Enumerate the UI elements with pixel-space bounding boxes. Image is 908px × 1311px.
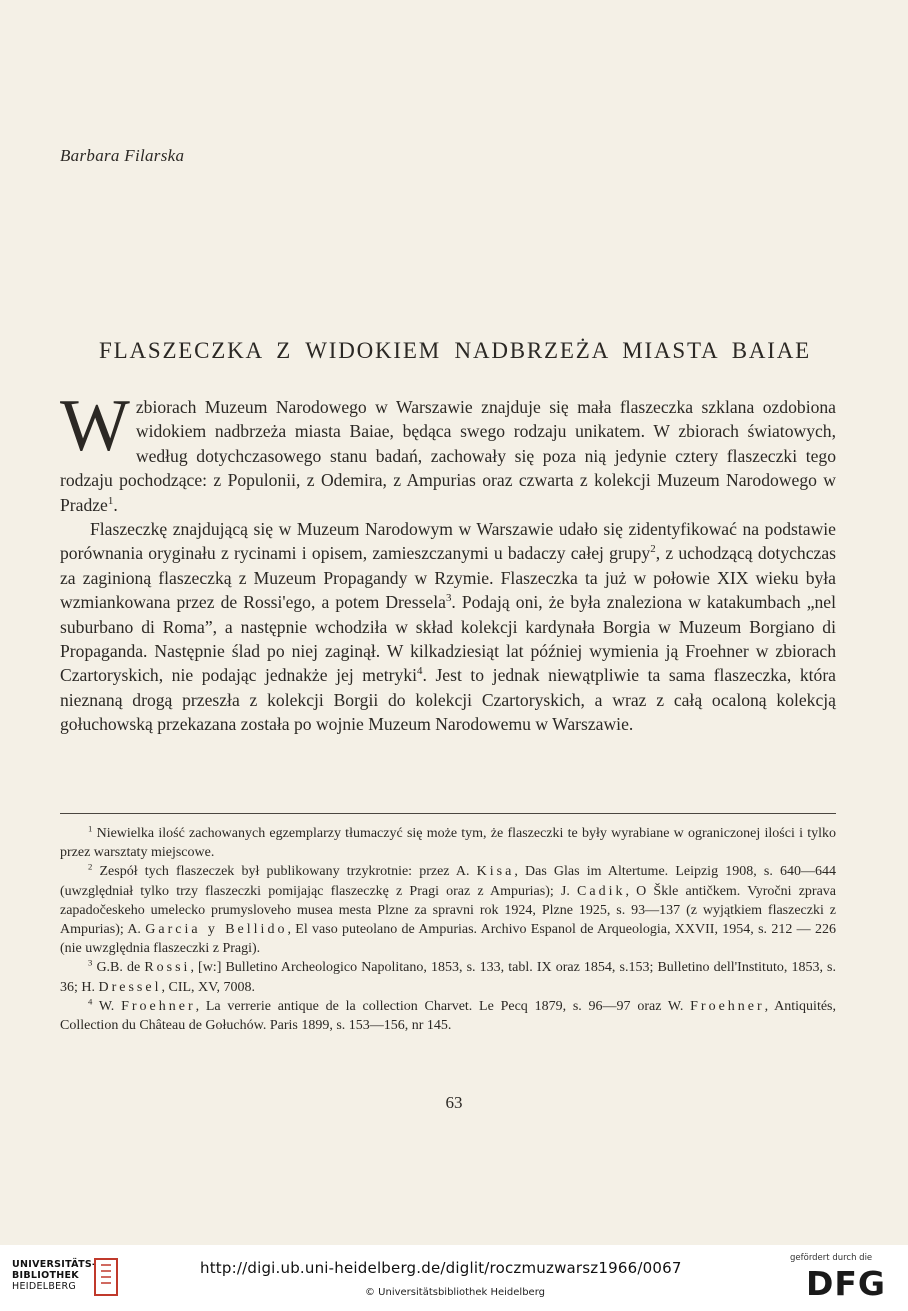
author-name: Barbara Filarska <box>60 146 185 165</box>
viewer-footer <box>0 1245 908 1311</box>
footnote-ref-3[interactable]: 3 <box>445 592 452 605</box>
paragraph-2: Flaszeczkę znajdującą się w Muzeum Narodowym w Warszawie udało się zidentyfikować na podstawie porównania oryginału z rycinami i opisem, zamieszczanymi u badaczy całej grupy$^2$, z uchodzącą dotychczas za zaginioną flaszeczką z Muzeum Propagandy w Rzymie. Flaszeczka ta już w połowie XIX wieku była wzmiankowana przez de Rossi'ego, a potem Dressela$^3$. Podają oni, że była znaleziona w katakumbach „nel suburbano di Roma”, a następnie wchodziła w skład kolekcji kardynała Borgia w Muzeum Borgiano di Propaganda. Następnie ślad po niej zaginął. W kilkadziesiąt lat później wymienia ją Froehner w zbiorach Czartoryskich, nie podając jednakże jej metryki$^4$. Jest to jednak niewątpliwie ta sama flaszeczka, która nieznaną drogą przeszła z kolekcji Borgii do kolekcji Czartoryskich, a wraz z całą ocaloną kolekcją gołuchowską przekazana została po wojnie Muzeum Narodowemu w Warszawie. <box>60 519 836 735</box>
footnote-1: $^1$ Niewielka ilość zachowanych egzemplarzy tłumaczyć się może tym, że flaszeczki te były wyrabiane w ograniczonej ilości i tylko przez warsztaty miejscowe. <box>60 823 836 861</box>
page-number: 63 <box>445 1093 463 1112</box>
footnote-divider <box>60 813 836 814</box>
paragraph-1-text: zbiorach Muzeum Narodowego w Warszawie znajduje się mała flaszeczka szklana ozdobiona widokiem nadbrzeża miasta Baiae, będąca swego rodzaju unikatem. W zbiorach światowych, według dotychczasowego stanu badań, zachowały się poza nią jedynie cztery flaszeczki tego rodzaju pochodzące: z Populonii, z Odemira, z Ampurias oraz czwarta z kolekcji Muzeum Narodowego w Pradze <box>60 397 836 515</box>
library-logo-icon <box>92 1255 122 1299</box>
dfg-logo[interactable]: DFG <box>806 1264 887 1303</box>
footnote-ref-4[interactable]: 4 <box>417 665 423 678</box>
copyright-notice: © Universitätsbibliothek Heidelberg <box>364 1287 545 1298</box>
footnote-ref-1[interactable]: 1 <box>107 494 114 507</box>
article-title: FLASZECZKA Z WIDOKIEM NADBRZEŻA MIASTA BAIAE <box>99 338 811 363</box>
drop-cap: W <box>60 385 130 467</box>
paragraph-1: W zbiorach Muzeum Narodowego w Warszawie znajduje się mała flaszeczka szklana ozdobiona widokiem nadbrzeża miasta Baiae, będąca swego rodzaju unikatem. W zbiorach światowych, według dotychczasowego stanu badań, zachowały się poza nią jedynie cztery flaszeczki tego rodzaju pochodzące: z Populonii, z Odemira, z Ampurias oraz czwarta z kolekcji Muzeum Narodowego w Pradze$^1$. <box>60 385 836 515</box>
footnotes <box>60 824 836 1035</box>
footnote-4: $^4$ W. Froehner, La verrerie antique de la collection Charvet. Le Pecq 1879, s. 96—97 oraz W. Froehner, Antiquités, Collection du Château de Gołuchów. Paris 1899, s. 153—156, nr 145. <box>60 996 836 1034</box>
footnote-ref-2[interactable]: 2 <box>650 543 656 556</box>
footnote-2: $^2$ Zespół tych flaszeczek był publikowany trzykrotnie: przez A. Kisa, Das Glas im Altertume. Leipzig 1908, s. 640—644 (uwzględniał tylko trzy flaszeczki pomijając flaszeczkę z Pragi oraz z Ampurias); J. Cadik, O Škle antičkem. Vyročni zprava zapadočeskeho umelecko prumysloveho musea mesta Plzne za spravni rok 1924, Plzne 1925, s. 93—137 (z wyjątkiem flaszeczki z Ampurias); A. Garcia y Bellido, El vaso puteolano de Ampurias. Archivo Espanol de Arqueologia, XXVII, 1954, s. 212 — 226 (nie uwzględnia flaszeczki z Pragi). <box>60 861 837 957</box>
document-url-link[interactable]: http://digi.ub.uni-heidelberg.de/diglit/roczmuzwarsz1966/0067 <box>200 1259 682 1277</box>
footnote-3: $^3$ G.B. de Rossi, [w:] Bulletino Archeologico Napolitano, 1853, s. 133, tabl. IX oraz 1854, s.153; Bulletino dell'Instituto, 1853, s. 36; H. Dressel, CIL, XV, 7008. <box>60 957 836 995</box>
article-body <box>60 385 836 737</box>
library-name[interactable]: UNIVERSITÄTS- BIBLIOTHEK HEIDELBERG <box>12 1259 97 1292</box>
dfg-caption: gefördert durch die <box>790 1253 873 1263</box>
